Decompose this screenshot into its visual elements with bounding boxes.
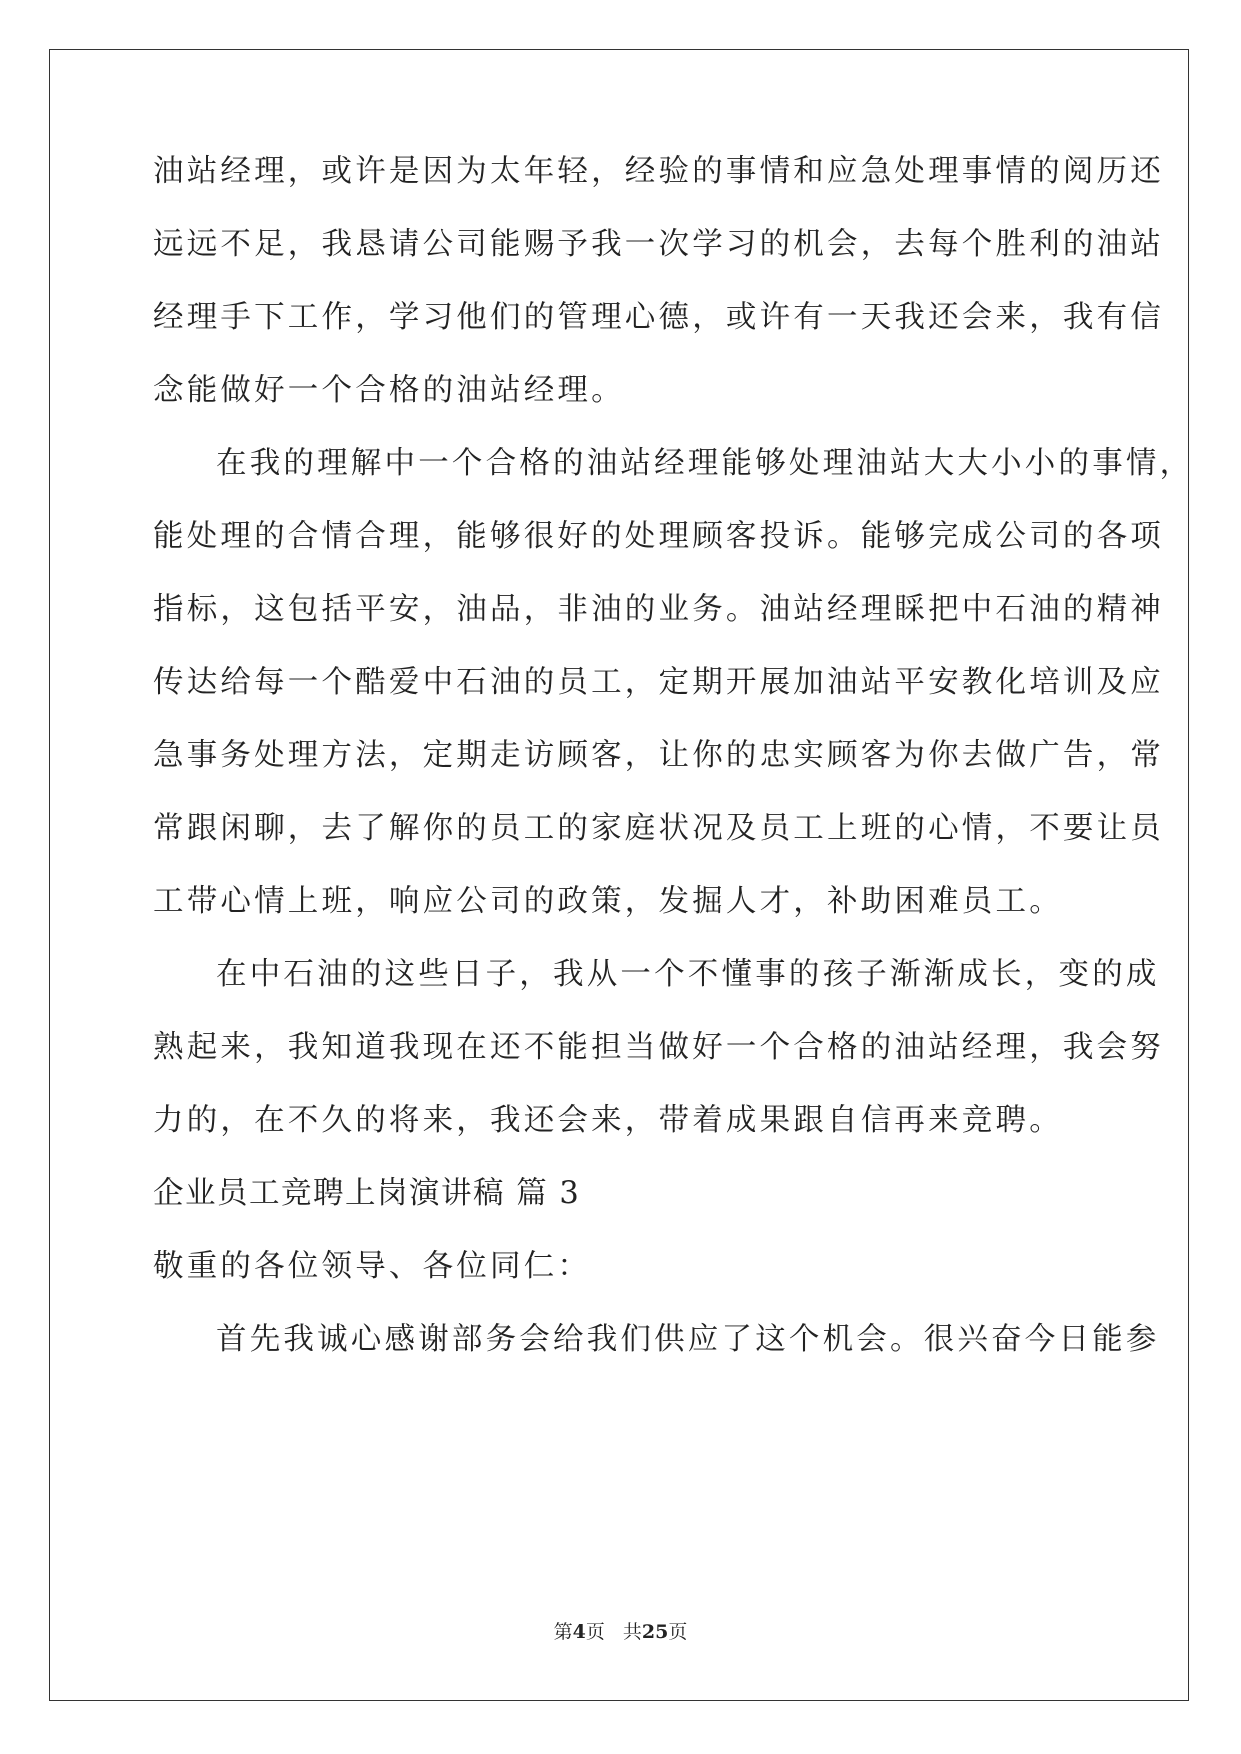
body-line: 能处理的合情合理，能够很好的处理顾客投诉。能够完成公司的各项 bbox=[153, 519, 1164, 554]
paragraph-first-line: 首先我诚心感谢部务会给我们供应了这个机会。很兴奋今日能参 bbox=[216, 1322, 1160, 1357]
body-line: 指标，这包括平安，油品，非油的业务。油站经理睬把中石油的精神 bbox=[153, 592, 1164, 627]
total-prefix: 共 bbox=[622, 1621, 642, 1643]
page-prefix: 第 bbox=[553, 1621, 573, 1643]
total-pages: 25 bbox=[641, 1621, 669, 1643]
page-number: 4 bbox=[572, 1621, 586, 1643]
body-line: 力的，在不久的将来，我还会来，带着成果跟自信再来竞聘。 bbox=[153, 1103, 1063, 1138]
page-border bbox=[49, 49, 1189, 1701]
body-line: 远远不足，我恳请公司能赐予我一次学习的机会，去每个胜利的油站 bbox=[153, 227, 1164, 262]
page-suffix: 页 bbox=[585, 1621, 605, 1643]
total-suffix: 页 bbox=[668, 1621, 688, 1643]
paragraph-first-line: 在我的理解中一个合格的油站经理能够处理油站大大小小的事情， bbox=[216, 446, 1194, 481]
body-line: 经理手下工作，学习他们的管理心德，或许有一天我还会来，我有信 bbox=[153, 300, 1164, 335]
body-line: 油站经理，或许是因为太年轻，经验的事情和应急处理事情的阅历还 bbox=[153, 154, 1164, 189]
body-line: 急事务处理方法，定期走访顾客，让你的忠实顾客为你去做广告，常 bbox=[153, 738, 1164, 773]
paragraph-first-line: 在中石油的这些日子，我从一个不懂事的孩子渐渐成长，变的成 bbox=[216, 957, 1160, 992]
body-line: 熟起来，我知道我现在还不能担当做好一个合格的油站经理，我会努 bbox=[153, 1030, 1164, 1065]
section-heading: 企业员工竞聘上岗演讲稿 篇 3 bbox=[153, 1176, 581, 1211]
page-footer bbox=[0, 1620, 1241, 1644]
salutation: 敬重的各位领导、各位同仁： bbox=[153, 1249, 592, 1284]
body-line: 常跟闲聊，去了解你的员工的家庭状况及员工上班的心情，不要让员 bbox=[153, 811, 1164, 846]
body-line: 念能做好一个合格的油站经理。 bbox=[153, 373, 625, 408]
body-line: 工带心情上班，响应公司的政策，发掘人才，补助困难员工。 bbox=[153, 884, 1063, 919]
body-line: 传达给每一个酷爱中石油的员工，定期开展加油站平安教化培训及应 bbox=[153, 665, 1164, 700]
